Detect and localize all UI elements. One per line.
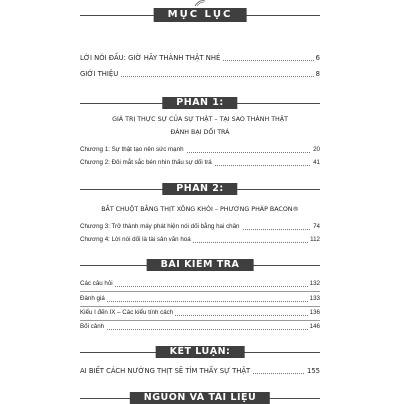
part1-subtitle-line2: ĐÁNH BẠI DỐI TRÁ bbox=[170, 129, 230, 136]
quill-ornament-icon bbox=[193, 0, 207, 7]
entry-title: Đánh giá bbox=[80, 295, 105, 302]
part1-heading: PHẦN 1: bbox=[162, 97, 237, 109]
entry-page: 6 bbox=[315, 54, 320, 62]
toc-entry-foreword[interactable] bbox=[80, 53, 320, 63]
entry-page: 20 bbox=[313, 146, 320, 153]
page-title: MỤC LỤC bbox=[154, 8, 247, 22]
toc-header bbox=[80, 8, 320, 22]
part2-header bbox=[80, 183, 320, 195]
dot-leader bbox=[80, 301, 320, 302]
entry-title: AI BIẾT CÁCH NƯỚNG THỊT SẼ TÌM THẤY SỰ THẬT bbox=[80, 367, 251, 375]
toc-entry-introduction[interactable] bbox=[80, 69, 320, 79]
toc-entry-evaluation[interactable] bbox=[80, 294, 320, 304]
entry-page: 112 bbox=[310, 236, 320, 243]
dot-leader bbox=[80, 286, 320, 287]
entry-page: 133 bbox=[309, 295, 320, 302]
part1-subtitle-line1: GIÁ TRỊ THỰC SỰ CỦA SỰ THẬT – TẠI SAO THÀNH THẬT bbox=[112, 116, 288, 123]
entry-page: 146 bbox=[309, 323, 320, 330]
toc-entry-conclusion[interactable] bbox=[80, 366, 320, 376]
entry-title: Chương 4: Lời nói dối là tài sản văn hoá bbox=[80, 236, 191, 243]
entry-title: Các câu hỏi bbox=[80, 280, 113, 287]
toc-entry-chapter2[interactable] bbox=[80, 158, 320, 168]
entry-page: 74 bbox=[313, 223, 320, 230]
entry-title: Bối cảnh bbox=[80, 323, 105, 330]
entry-page: 136 bbox=[309, 309, 320, 316]
toc-entry-questions[interactable] bbox=[80, 279, 320, 289]
part2-heading: PHẦN 2: bbox=[162, 183, 237, 195]
toc-entry-types[interactable] bbox=[80, 308, 320, 318]
entry-page: 41 bbox=[313, 159, 320, 166]
part2-subtitle-line1: BẮT CHUỘT BẰNG THỊT XÔNG KHÓI – PHƯƠNG PHÁP BACON® bbox=[101, 206, 299, 213]
entry-title: Chương 1: Sự thật tạo nên sức mạnh bbox=[80, 146, 184, 153]
toc-entry-chapter1[interactable] bbox=[80, 145, 320, 155]
entry-page: 8 bbox=[315, 70, 320, 78]
conclusion-heading: KẾT LUẬN: bbox=[156, 346, 245, 358]
conclusion-header bbox=[80, 346, 320, 358]
entry-title: Kiểu I đến IX – Các kiểu tính cách bbox=[80, 309, 174, 316]
test-header bbox=[80, 259, 320, 271]
test-heading: BÀI KIỂM TRA bbox=[147, 259, 254, 271]
entry-divider bbox=[80, 291, 320, 292]
toc-entry-chapter4[interactable] bbox=[80, 235, 320, 245]
part1-header bbox=[80, 97, 320, 109]
entry-page: 155 bbox=[307, 367, 320, 375]
entry-title: Chương 2: Đôi mắt sắc bén nhìn thấu sự dối trá bbox=[80, 159, 212, 166]
toc-entry-chapter3[interactable] bbox=[80, 222, 320, 232]
entry-title: GIỚI THIỆU bbox=[80, 70, 119, 78]
sources-heading: NGUỒN VÀ TÀI LIỆU bbox=[130, 392, 270, 404]
entry-divider bbox=[80, 320, 320, 321]
sources-header bbox=[80, 392, 320, 404]
entry-page: 132 bbox=[309, 280, 320, 287]
entry-title: Chương 3: Trở thành máy phát hiện nói dối bằng hai chân bbox=[80, 223, 240, 230]
entry-divider bbox=[80, 306, 320, 307]
dot-leader bbox=[80, 329, 320, 330]
toc-entry-context[interactable] bbox=[80, 322, 320, 332]
entry-title: LỜI NÓI ĐẦU: GIỜ HÃY THÀNH THẬT NHÉ bbox=[80, 54, 221, 62]
